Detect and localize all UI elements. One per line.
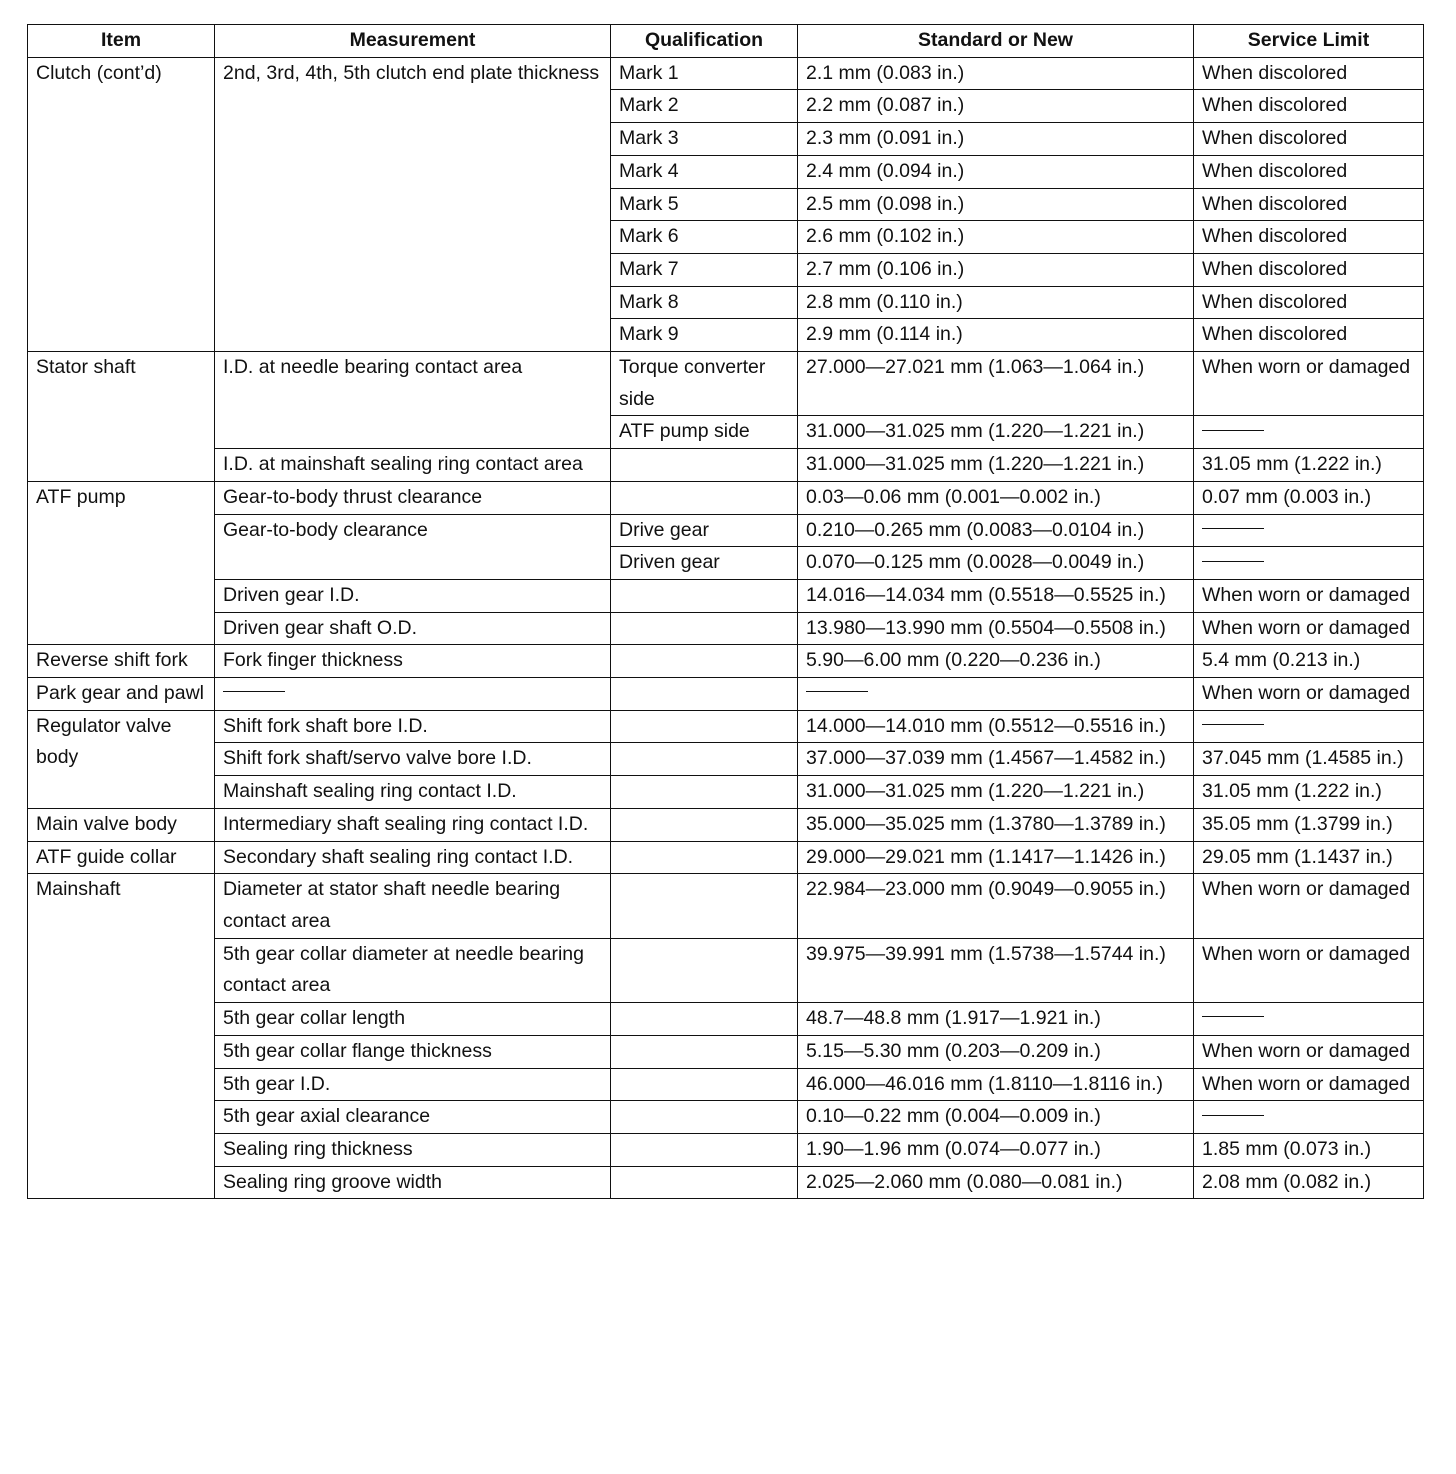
dash-mark	[1202, 724, 1264, 725]
qualification-cell	[611, 743, 798, 776]
measurement-cell: Shift fork shaft bore I.D.	[215, 710, 611, 743]
standard-cell: 0.210—0.265 mm (0.0083—0.0104 in.)	[798, 514, 1194, 547]
table-row	[28, 352, 1424, 416]
header-service-limit: Service Limit	[1194, 25, 1424, 58]
spec-table	[27, 24, 1424, 1199]
table-row	[28, 481, 1424, 514]
measurement-cell: Mainshaft sealing ring contact I.D.	[215, 776, 611, 809]
standard-cell: 14.000—14.010 mm (0.5512—0.5516 in.)	[798, 710, 1194, 743]
qualification-cell	[611, 1101, 798, 1134]
measurement-cell: 5th gear I.D.	[215, 1068, 611, 1101]
standard-cell: 0.10—0.22 mm (0.004—0.009 in.)	[798, 1101, 1194, 1134]
qualification-cell	[611, 449, 798, 482]
measurement-cell: Diameter at stator shaft needle bearing contact area	[215, 874, 611, 938]
qualification-cell	[611, 1003, 798, 1036]
qualification-cell	[611, 776, 798, 809]
table-row	[28, 1133, 1424, 1166]
table-row	[28, 645, 1424, 678]
qualification-cell	[611, 808, 798, 841]
table-row	[28, 1166, 1424, 1199]
limit-cell	[1194, 514, 1424, 547]
header-standard: Standard or New	[798, 25, 1194, 58]
standard-cell: 22.984—23.000 mm (0.9049—0.9055 in.)	[798, 874, 1194, 938]
item-atf-pump: ATF pump	[28, 481, 215, 645]
qualification-cell	[611, 1035, 798, 1068]
standard-cell: 5.90—6.00 mm (0.220—0.236 in.)	[798, 645, 1194, 678]
table-row	[28, 514, 1424, 547]
qualification-cell: Mark 1	[611, 57, 798, 90]
qualification-cell: Torque converter side	[611, 352, 798, 416]
limit-cell: 31.05 mm (1.222 in.)	[1194, 776, 1424, 809]
standard-cell: 46.000—46.016 mm (1.8110—1.8116 in.)	[798, 1068, 1194, 1101]
measurement-cell: 5th gear axial clearance	[215, 1101, 611, 1134]
limit-cell	[1194, 1101, 1424, 1134]
qualification-cell: Mark 5	[611, 188, 798, 221]
measurement-cell: Fork finger thickness	[215, 645, 611, 678]
limit-cell: When discolored	[1194, 188, 1424, 221]
standard-cell: 37.000—37.039 mm (1.4567—1.4582 in.)	[798, 743, 1194, 776]
table-row	[28, 1035, 1424, 1068]
dash-mark	[1202, 528, 1264, 529]
table-row	[28, 678, 1424, 711]
qualification-cell	[611, 841, 798, 874]
standard-cell: 2.2 mm (0.087 in.)	[798, 90, 1194, 123]
dash-mark	[806, 691, 868, 692]
item-mainshaft: Mainshaft	[28, 874, 215, 1199]
table-row	[28, 1068, 1424, 1101]
qualification-cell	[611, 1166, 798, 1199]
limit-cell: When worn or damaged	[1194, 612, 1424, 645]
standard-cell: 2.5 mm (0.098 in.)	[798, 188, 1194, 221]
qualification-cell: Mark 2	[611, 90, 798, 123]
limit-cell: 5.4 mm (0.213 in.)	[1194, 645, 1424, 678]
limit-cell	[1194, 547, 1424, 580]
limit-cell: When worn or damaged	[1194, 938, 1424, 1002]
standard-cell: 27.000—27.021 mm (1.063—1.064 in.)	[798, 352, 1194, 416]
standard-cell: 0.070—0.125 mm (0.0028—0.0049 in.)	[798, 547, 1194, 580]
qualification-cell	[611, 1133, 798, 1166]
qualification-cell: Drive gear	[611, 514, 798, 547]
limit-cell: When worn or damaged	[1194, 1068, 1424, 1101]
header-item: Item	[28, 25, 215, 58]
header-qualification: Qualification	[611, 25, 798, 58]
standard-cell: 31.000—31.025 mm (1.220—1.221 in.)	[798, 449, 1194, 482]
limit-cell: When worn or damaged	[1194, 1035, 1424, 1068]
dash-mark	[1202, 1016, 1264, 1017]
qualification-cell: Mark 7	[611, 253, 798, 286]
table-row	[28, 776, 1424, 809]
item-park-gear: Park gear and pawl	[28, 678, 215, 711]
standard-cell: 2.1 mm (0.083 in.)	[798, 57, 1194, 90]
table-row	[28, 1101, 1424, 1134]
table-row	[28, 874, 1424, 938]
standard-cell	[798, 678, 1194, 711]
limit-cell: When discolored	[1194, 57, 1424, 90]
limit-cell: 31.05 mm (1.222 in.)	[1194, 449, 1424, 482]
qualification-cell	[611, 678, 798, 711]
measurement-cell: Gear-to-body clearance	[215, 514, 611, 579]
measurement-cell: Driven gear shaft O.D.	[215, 612, 611, 645]
standard-cell: 29.000—29.021 mm (1.1417—1.1426 in.)	[798, 841, 1194, 874]
qualification-cell: Mark 4	[611, 155, 798, 188]
dash-mark	[223, 691, 285, 692]
qualification-cell	[611, 612, 798, 645]
qualification-cell: ATF pump side	[611, 416, 798, 449]
item-clutch: Clutch (cont’d)	[28, 57, 215, 351]
limit-cell: When worn or damaged	[1194, 874, 1424, 938]
dash-mark	[1202, 1115, 1264, 1116]
item-stator-shaft: Stator shaft	[28, 352, 215, 482]
qualification-cell: Mark 6	[611, 221, 798, 254]
standard-cell: 35.000—35.025 mm (1.3780—1.3789 in.)	[798, 808, 1194, 841]
item-main-valve-body: Main valve body	[28, 808, 215, 841]
limit-cell: 1.85 mm (0.073 in.)	[1194, 1133, 1424, 1166]
header-row	[28, 25, 1424, 58]
measurement-cell: 5th gear collar length	[215, 1003, 611, 1036]
qualification-cell: Driven gear	[611, 547, 798, 580]
qualification-cell	[611, 579, 798, 612]
dash-mark	[1202, 561, 1264, 562]
limit-cell: When worn or damaged	[1194, 678, 1424, 711]
standard-cell: 2.4 mm (0.094 in.)	[798, 155, 1194, 188]
table-row	[28, 938, 1424, 1002]
qualification-cell	[611, 938, 798, 1002]
limit-cell: When discolored	[1194, 253, 1424, 286]
qualification-cell	[611, 645, 798, 678]
header-measurement: Measurement	[215, 25, 611, 58]
item-reverse-shift-fork: Reverse shift fork	[28, 645, 215, 678]
limit-cell: When worn or damaged	[1194, 579, 1424, 612]
qualification-cell: Mark 9	[611, 319, 798, 352]
qualification-cell: Mark 3	[611, 123, 798, 156]
standard-cell: 2.025—2.060 mm (0.080—0.081 in.)	[798, 1166, 1194, 1199]
measurement-cell: 5th gear collar diameter at needle bearing contact area	[215, 938, 611, 1002]
measurement-cell	[215, 678, 611, 711]
limit-cell: 35.05 mm (1.3799 in.)	[1194, 808, 1424, 841]
limit-cell: 2.08 mm (0.082 in.)	[1194, 1166, 1424, 1199]
standard-cell: 2.7 mm (0.106 in.)	[798, 253, 1194, 286]
item-regulator-valve-body: Regulator valve body	[28, 710, 215, 808]
standard-cell: 2.8 mm (0.110 in.)	[798, 286, 1194, 319]
table-row	[28, 57, 1424, 90]
table-row	[28, 841, 1424, 874]
limit-cell: When discolored	[1194, 90, 1424, 123]
standard-cell: 39.975—39.991 mm (1.5738—1.5744 in.)	[798, 938, 1194, 1002]
measurement-cell: I.D. at mainshaft sealing ring contact area	[215, 449, 611, 482]
dash-mark	[1202, 430, 1264, 431]
limit-cell: 29.05 mm (1.1437 in.)	[1194, 841, 1424, 874]
qualification-cell: Mark 8	[611, 286, 798, 319]
standard-cell: 5.15—5.30 mm (0.203—0.209 in.)	[798, 1035, 1194, 1068]
standard-cell: 2.9 mm (0.114 in.)	[798, 319, 1194, 352]
standard-cell: 0.03—0.06 mm (0.001—0.002 in.)	[798, 481, 1194, 514]
measurement-cell: Sealing ring thickness	[215, 1133, 611, 1166]
qualification-cell	[611, 710, 798, 743]
measurement-cell: Sealing ring groove width	[215, 1166, 611, 1199]
measurement-cell: Intermediary shaft sealing ring contact I.D.	[215, 808, 611, 841]
standard-cell: 48.7—48.8 mm (1.917—1.921 in.)	[798, 1003, 1194, 1036]
limit-cell: When discolored	[1194, 155, 1424, 188]
measurement-cell: 5th gear collar flange thickness	[215, 1035, 611, 1068]
standard-cell: 31.000—31.025 mm (1.220—1.221 in.)	[798, 776, 1194, 809]
measurement-cell: Secondary shaft sealing ring contact I.D.	[215, 841, 611, 874]
standard-cell: 2.6 mm (0.102 in.)	[798, 221, 1194, 254]
table-row	[28, 808, 1424, 841]
standard-cell: 13.980—13.990 mm (0.5504—0.5508 in.)	[798, 612, 1194, 645]
qualification-cell	[611, 874, 798, 938]
standard-cell: 14.016—14.034 mm (0.5518—0.5525 in.)	[798, 579, 1194, 612]
measurement-cell: I.D. at needle bearing contact area	[215, 352, 611, 449]
limit-cell: 37.045 mm (1.4585 in.)	[1194, 743, 1424, 776]
limit-cell: When discolored	[1194, 286, 1424, 319]
measurement-cell: 2nd, 3rd, 4th, 5th clutch end plate thickness	[215, 57, 611, 351]
table-row	[28, 743, 1424, 776]
limit-cell: When discolored	[1194, 319, 1424, 352]
limit-cell: When discolored	[1194, 123, 1424, 156]
table-row	[28, 612, 1424, 645]
standard-cell: 31.000—31.025 mm (1.220—1.221 in.)	[798, 416, 1194, 449]
limit-cell	[1194, 1003, 1424, 1036]
measurement-cell: Driven gear I.D.	[215, 579, 611, 612]
limit-cell: When worn or damaged	[1194, 352, 1424, 416]
measurement-cell: Shift fork shaft/servo valve bore I.D.	[215, 743, 611, 776]
limit-cell: 0.07 mm (0.003 in.)	[1194, 481, 1424, 514]
table-row	[28, 579, 1424, 612]
standard-cell: 2.3 mm (0.091 in.)	[798, 123, 1194, 156]
standard-cell: 1.90—1.96 mm (0.074—0.077 in.)	[798, 1133, 1194, 1166]
item-atf-guide-collar: ATF guide collar	[28, 841, 215, 874]
limit-cell: When discolored	[1194, 221, 1424, 254]
limit-cell	[1194, 416, 1424, 449]
measurement-cell: Gear-to-body thrust clearance	[215, 481, 611, 514]
qualification-cell	[611, 1068, 798, 1101]
table-row	[28, 710, 1424, 743]
table-row	[28, 449, 1424, 482]
limit-cell	[1194, 710, 1424, 743]
table-row	[28, 1003, 1424, 1036]
qualification-cell	[611, 481, 798, 514]
